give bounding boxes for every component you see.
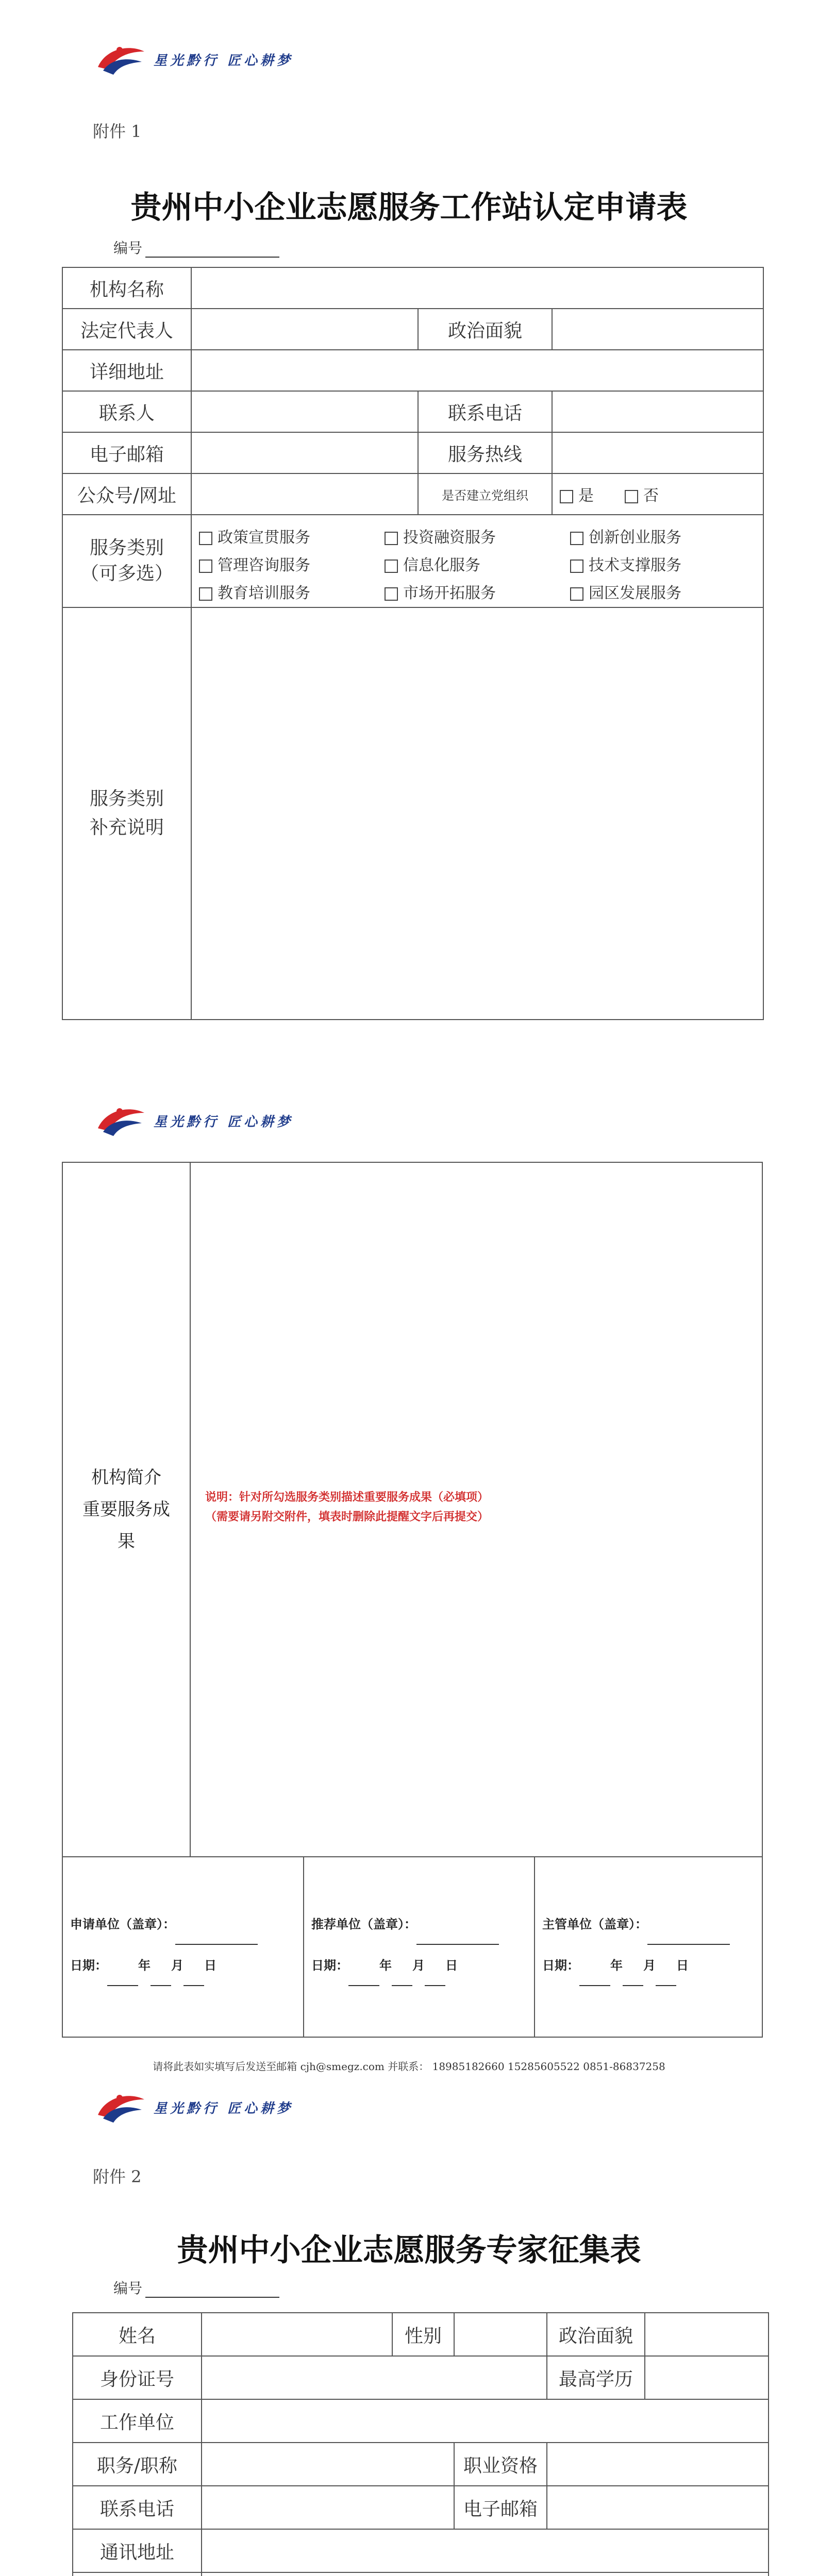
- political-field[interactable]: [645, 2313, 769, 2356]
- qual-field[interactable]: [547, 2443, 769, 2486]
- email-label: 电子邮箱: [62, 432, 191, 473]
- phone-field[interactable]: [552, 391, 763, 432]
- service-type-label: 服务类别: [89, 537, 164, 558]
- day-label: 日: [445, 1958, 458, 1973]
- party-yes-checkbox[interactable]: [560, 490, 573, 503]
- party-question: 是否建立党组织: [418, 473, 552, 515]
- work-label: 工作单位: [73, 2399, 202, 2443]
- phone-label: 联系电话: [73, 2486, 202, 2529]
- edu-label: 最高学历: [547, 2356, 645, 2399]
- email-label: 电子邮箱: [454, 2486, 547, 2529]
- checkbox[interactable]: [570, 532, 583, 545]
- id-label: 身份证号: [73, 2356, 202, 2399]
- service-option[interactable]: 信息化服务: [385, 552, 570, 575]
- logo-slogan: 星光黔行 匠心耕梦: [154, 1114, 294, 1130]
- checkbox[interactable]: [385, 587, 398, 601]
- expert-form-table: [72, 2312, 769, 2576]
- address-label: 详细地址: [62, 350, 191, 391]
- political-label: 政治面貌: [418, 309, 552, 350]
- checkbox[interactable]: [385, 560, 398, 573]
- logo: [93, 2084, 293, 2130]
- org-name-field[interactable]: [191, 267, 763, 309]
- checkbox[interactable]: [570, 587, 583, 601]
- logo-flame-icon: [93, 39, 149, 80]
- service-options: [199, 521, 756, 606]
- logo-slogan: 星光黔行 匠心耕梦: [154, 53, 294, 69]
- applicant-label: 申请单位（盖章）：: [70, 1917, 175, 1931]
- party-yes-label: 是: [578, 487, 594, 505]
- day-label: 日: [676, 1958, 689, 1973]
- checkbox[interactable]: [199, 560, 212, 573]
- month-label: 月: [412, 1958, 425, 1973]
- serial-number: [113, 2277, 279, 2298]
- checkbox[interactable]: [570, 560, 583, 573]
- intro-note: 说明：针对所勾选服务类别描述重要服务成果（必填项）: [205, 1490, 489, 1504]
- gender-field[interactable]: [454, 2313, 547, 2356]
- political-label: 政治面貌: [547, 2313, 645, 2356]
- intro-field[interactable]: [190, 1162, 763, 1857]
- phone-field[interactable]: [202, 2486, 454, 2529]
- service-option[interactable]: 管理咨询服务: [199, 552, 385, 575]
- service-option[interactable]: 技术支撑服务: [570, 552, 756, 575]
- contact-field[interactable]: [191, 391, 418, 432]
- recommender-sign-cell[interactable]: [303, 1856, 535, 2038]
- footer-contact: 请将此表如实填写后发送至邮箱 cjh@smegz.com 并联系： 18985182660 15285605522 0851-86837258: [153, 2060, 665, 2073]
- month-label: 月: [171, 1958, 183, 1973]
- date-label: 日期：: [70, 1958, 107, 1973]
- year-label: 年: [138, 1958, 151, 1973]
- checkbox[interactable]: [385, 532, 398, 545]
- org-name-label: 机构名称: [62, 267, 191, 309]
- intro-label-cell: [62, 1162, 191, 1857]
- contact-label: 联系人: [62, 391, 191, 432]
- email-field[interactable]: [547, 2486, 769, 2529]
- year-label: 年: [379, 1958, 392, 1973]
- wechat-label: 公众号/网址: [62, 473, 191, 515]
- intro-label: 机构简介: [91, 1467, 161, 1488]
- multi-select-note: （可多选）: [80, 563, 173, 584]
- day-label: 日: [204, 1958, 216, 1973]
- logo-slogan: 星光黔行 匠心耕梦: [154, 2100, 294, 2116]
- industry-label: [73, 2572, 202, 2576]
- checkbox[interactable]: [199, 587, 212, 601]
- intro-label-3: 果: [118, 1531, 135, 1552]
- application-form-table: [62, 267, 764, 1020]
- qual-label: 职业资格: [454, 2443, 547, 2486]
- logo: [93, 1097, 293, 1144]
- title-field[interactable]: [202, 2443, 454, 2486]
- supplement-label: 服务类别: [89, 788, 164, 809]
- attachment-label: 附件 2: [93, 2167, 142, 2187]
- year-label: 年: [610, 1958, 623, 1973]
- wechat-field[interactable]: [191, 473, 418, 515]
- supplement-field[interactable]: [191, 607, 763, 1020]
- date-label: 日期：: [311, 1958, 348, 1973]
- title-label: 职务/职称: [73, 2443, 202, 2486]
- service-option[interactable]: 政策宣贯服务: [199, 524, 385, 547]
- legal-rep-label: 法定代表人: [62, 309, 191, 350]
- date-label: 日期：: [542, 1958, 579, 1973]
- service-option[interactable]: 市场开拓服务: [385, 580, 570, 603]
- page-title: 贵州中小企业志愿服务专家征集表: [177, 2232, 641, 2268]
- checkbox[interactable]: [199, 532, 212, 545]
- logo-flame-icon: [93, 2087, 149, 2128]
- logo: [93, 36, 293, 82]
- service-option[interactable]: 投资融资服务: [385, 524, 570, 547]
- authority-label: 主管单位（盖章）：: [542, 1917, 647, 1931]
- logo-flame-icon: [93, 1100, 149, 1141]
- recommender-sign-line[interactable]: [416, 1933, 499, 1945]
- work-field[interactable]: [202, 2399, 769, 2443]
- party-no-checkbox[interactable]: [625, 490, 638, 503]
- legal-rep-field[interactable]: [191, 309, 418, 350]
- address-field[interactable]: [202, 2529, 769, 2572]
- authority-sign-cell[interactable]: [534, 1856, 763, 2038]
- serial-input[interactable]: [145, 2283, 279, 2298]
- intro-note-2: （需要请另附交附件，填表时删除此提醒文字后再提交）: [205, 1510, 489, 1523]
- serial-number: [113, 237, 279, 258]
- service-option[interactable]: 园区发展服务: [570, 580, 756, 603]
- intro-label-2: 重要服务成: [82, 1499, 170, 1520]
- address-field[interactable]: [191, 350, 763, 391]
- authority-sign-line[interactable]: [647, 1933, 730, 1945]
- name-field[interactable]: [202, 2313, 392, 2356]
- supplement-label-2: 补充说明: [89, 817, 164, 838]
- service-option[interactable]: 创新创业服务: [570, 524, 756, 547]
- page-title: 贵州中小企业志愿服务工作站认定申请表: [130, 190, 688, 226]
- hotline-label: 服务热线: [418, 432, 552, 473]
- serial-input[interactable]: [145, 243, 279, 258]
- address-label: 通讯地址: [73, 2529, 202, 2572]
- applicant-sign-line[interactable]: [175, 1933, 258, 1945]
- attachment-label: 附件 1: [93, 122, 142, 141]
- email-field[interactable]: [191, 432, 418, 473]
- serial-label: 编号: [113, 2280, 143, 2297]
- service-option[interactable]: 教育培训服务: [199, 580, 385, 603]
- party-no-label: 否: [643, 487, 659, 505]
- recommender-label: 推荐单位（盖章）：: [311, 1917, 416, 1931]
- political-field[interactable]: [552, 309, 763, 350]
- month-label: 月: [643, 1958, 656, 1973]
- applicant-sign-cell[interactable]: [62, 1856, 304, 2038]
- hotline-field[interactable]: [552, 432, 763, 473]
- id-field[interactable]: [202, 2356, 547, 2399]
- phone-label: 联系电话: [418, 391, 552, 432]
- serial-label: 编号: [113, 240, 143, 257]
- name-label: 姓名: [73, 2313, 202, 2356]
- gender-label: 性别: [392, 2313, 454, 2356]
- edu-field[interactable]: [645, 2356, 769, 2399]
